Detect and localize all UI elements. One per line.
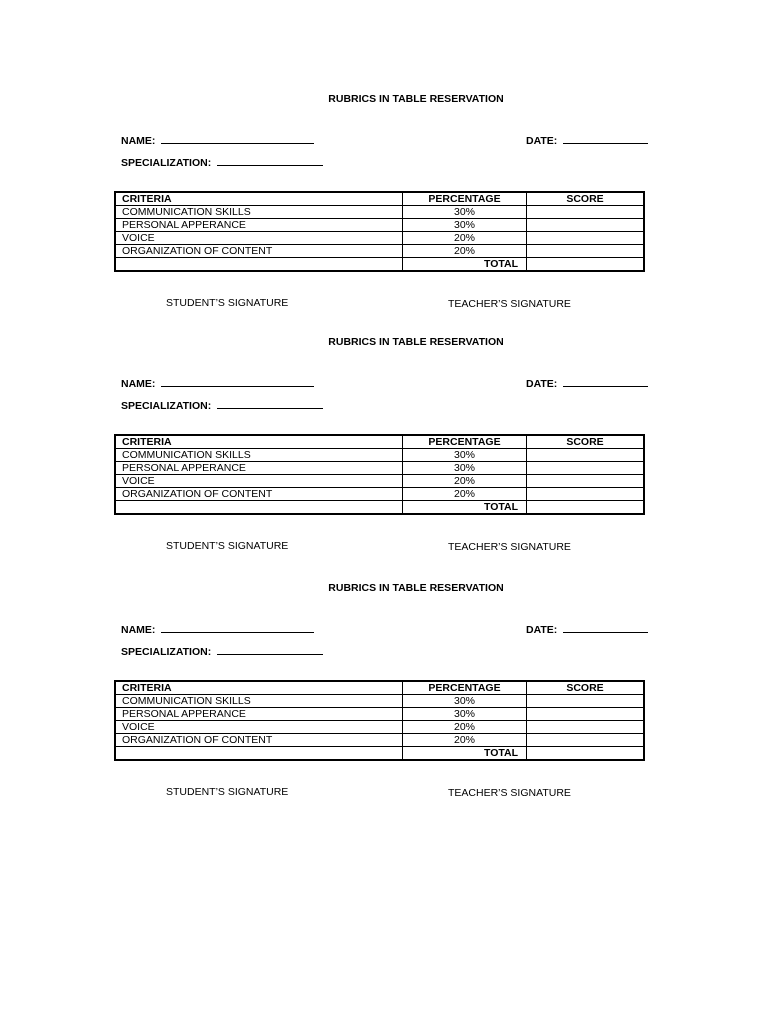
specialization-label: SPECIALIZATION:	[121, 646, 212, 658]
percentage-cell: 30%	[403, 449, 527, 462]
criteria-cell: PERSONAL APPERANCE	[115, 708, 403, 721]
form-title: RUBRICS IN TABLE RESERVATION	[328, 93, 504, 105]
score-cell[interactable]	[527, 708, 645, 721]
table-row	[115, 695, 644, 708]
score-cell[interactable]	[527, 462, 645, 475]
rubric-form	[0, 336, 768, 586]
student-signature-label: STUDENT’S SIGNATURE	[166, 297, 289, 309]
criteria-cell: VOICE	[115, 475, 403, 488]
specialization-field	[121, 645, 323, 658]
percentage-header: PERCENTAGE	[403, 681, 527, 695]
date-input-line[interactable]	[563, 623, 648, 633]
name-field	[121, 134, 314, 147]
criteria-cell: PERSONAL APPERANCE	[115, 219, 403, 232]
score-cell[interactable]	[527, 206, 645, 219]
date-input-line[interactable]	[563, 377, 648, 387]
total-score-cell[interactable]	[527, 747, 645, 761]
table-row	[115, 219, 644, 232]
total-label: TOTAL	[403, 258, 527, 272]
criteria-cell: PERSONAL APPERANCE	[115, 462, 403, 475]
specialization-field	[121, 156, 323, 169]
date-label: DATE:	[526, 135, 558, 147]
total-score-cell[interactable]	[527, 258, 645, 272]
specialization-input-line[interactable]	[217, 399, 323, 409]
score-cell[interactable]	[527, 245, 645, 258]
teacher-signature-label: TEACHER’S SIGNATURE	[448, 541, 571, 553]
criteria-cell: ORGANIZATION OF CONTENT	[115, 245, 403, 258]
date-label: DATE:	[526, 624, 558, 636]
table-row	[115, 449, 644, 462]
criteria-header: CRITERIA	[115, 681, 403, 695]
total-score-cell[interactable]	[527, 501, 645, 515]
total-row	[115, 258, 644, 272]
percentage-cell: 30%	[403, 695, 527, 708]
criteria-cell: ORGANIZATION OF CONTENT	[115, 488, 403, 501]
student-signature-label: STUDENT’S SIGNATURE	[166, 540, 289, 552]
name-input-line[interactable]	[161, 134, 314, 144]
blank-cell	[115, 501, 403, 515]
teacher-signature-label: TEACHER’S SIGNATURE	[448, 298, 571, 310]
score-cell[interactable]	[527, 219, 645, 232]
table-row	[115, 721, 644, 734]
criteria-cell: COMMUNICATION SKILLS	[115, 449, 403, 462]
score-header: SCORE	[527, 681, 645, 695]
name-field	[121, 623, 314, 636]
percentage-cell: 30%	[403, 206, 527, 219]
total-label: TOTAL	[403, 747, 527, 761]
blank-cell	[115, 747, 403, 761]
score-header: SCORE	[527, 435, 645, 449]
name-field	[121, 377, 314, 390]
percentage-cell: 20%	[403, 721, 527, 734]
percentage-cell: 20%	[403, 475, 527, 488]
criteria-cell: VOICE	[115, 232, 403, 245]
percentage-cell: 30%	[403, 462, 527, 475]
score-cell[interactable]	[527, 721, 645, 734]
score-cell[interactable]	[527, 449, 645, 462]
percentage-cell: 20%	[403, 488, 527, 501]
table-row	[115, 475, 644, 488]
blank-cell	[115, 258, 403, 272]
criteria-cell: VOICE	[115, 721, 403, 734]
form-title: RUBRICS IN TABLE RESERVATION	[328, 336, 504, 348]
score-header: SCORE	[527, 192, 645, 206]
date-field	[526, 623, 648, 636]
specialization-field	[121, 399, 323, 412]
score-cell[interactable]	[527, 734, 645, 747]
table-row	[115, 245, 644, 258]
name-input-line[interactable]	[161, 377, 314, 387]
criteria-cell: ORGANIZATION OF CONTENT	[115, 734, 403, 747]
specialization-label: SPECIALIZATION:	[121, 400, 212, 412]
table-row	[115, 488, 644, 501]
criteria-cell: COMMUNICATION SKILLS	[115, 695, 403, 708]
score-cell[interactable]	[527, 232, 645, 245]
table-row	[115, 462, 644, 475]
form-title: RUBRICS IN TABLE RESERVATION	[328, 582, 504, 594]
rubric-table	[114, 434, 645, 515]
table-header-row	[115, 192, 644, 206]
teacher-signature-label: TEACHER’S SIGNATURE	[448, 787, 571, 799]
score-cell[interactable]	[527, 475, 645, 488]
criteria-header: CRITERIA	[115, 435, 403, 449]
rubric-table	[114, 680, 645, 761]
table-row	[115, 206, 644, 219]
percentage-cell: 20%	[403, 245, 527, 258]
student-signature-label: STUDENT’S SIGNATURE	[166, 786, 289, 798]
name-label: NAME:	[121, 378, 156, 390]
percentage-header: PERCENTAGE	[403, 435, 527, 449]
date-label: DATE:	[526, 378, 558, 390]
table-row	[115, 708, 644, 721]
percentage-cell: 20%	[403, 232, 527, 245]
table-header-row	[115, 681, 644, 695]
score-cell[interactable]	[527, 488, 645, 501]
rubric-form	[0, 582, 768, 832]
percentage-cell: 20%	[403, 734, 527, 747]
criteria-cell: COMMUNICATION SKILLS	[115, 206, 403, 219]
score-cell[interactable]	[527, 695, 645, 708]
criteria-header: CRITERIA	[115, 192, 403, 206]
percentage-cell: 30%	[403, 708, 527, 721]
total-row	[115, 747, 644, 761]
table-row	[115, 734, 644, 747]
name-label: NAME:	[121, 624, 156, 636]
specialization-input-line[interactable]	[217, 156, 323, 166]
name-label: NAME:	[121, 135, 156, 147]
table-header-row	[115, 435, 644, 449]
name-input-line[interactable]	[161, 623, 314, 633]
percentage-cell: 30%	[403, 219, 527, 232]
rubric-table	[114, 191, 645, 272]
date-field	[526, 377, 648, 390]
total-label: TOTAL	[403, 501, 527, 515]
rubric-form	[0, 93, 768, 343]
table-row	[115, 232, 644, 245]
specialization-input-line[interactable]	[217, 645, 323, 655]
total-row	[115, 501, 644, 515]
date-field	[526, 134, 648, 147]
date-input-line[interactable]	[563, 134, 648, 144]
specialization-label: SPECIALIZATION:	[121, 157, 212, 169]
percentage-header: PERCENTAGE	[403, 192, 527, 206]
